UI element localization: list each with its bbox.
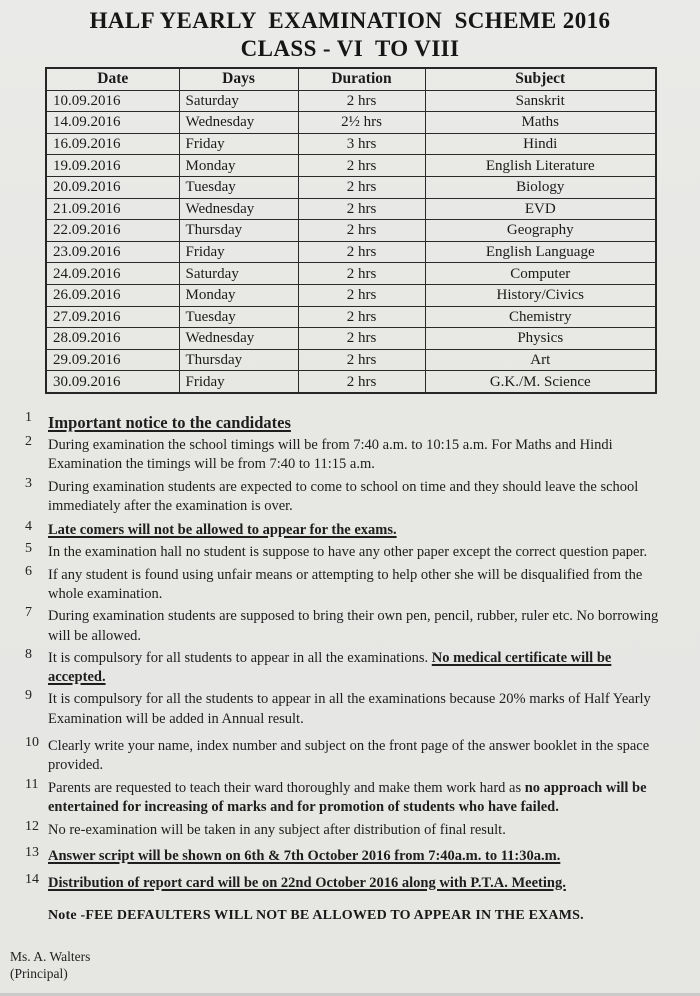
table-cell: Friday [179,241,298,263]
notices-list [25,409,685,893]
table-header-cell: Duration [298,68,425,90]
table-cell: 19.09.2016 [46,155,179,177]
notice-item [25,844,685,866]
table-cell: Wednesday [179,198,298,220]
notice-text-segment: No re-examination will be taken in any subject after distribution of final result. [48,822,506,839]
notice-item [25,475,685,517]
notice-text [48,521,662,540]
notice-item [25,521,685,540]
table-cell: 14.09.2016 [46,112,179,134]
table-cell: Physics [425,328,656,350]
note-line: Note -FEE DEFAULTERS WILL NOT BE ALLOWED TO APPEAR IN THE EXAMS. [48,908,584,924]
table-row [46,133,656,155]
table-row [46,284,656,306]
table-cell: 28.09.2016 [46,328,179,350]
table-cell: English Literature [425,155,656,177]
notice-number: 5 [25,541,32,557]
table-header-cell: Days [179,68,298,90]
notice-number: 10 [25,735,39,751]
table-cell: Friday [179,133,298,155]
table-row [46,112,656,134]
notice-item [25,646,685,688]
table-cell: English Language [425,241,656,263]
document-title: HALF YEARLY EXAMINATION SCHEME 2016 [89,8,611,33]
notice-item [25,821,685,840]
table-cell: Biology [425,176,656,198]
notice-number: 8 [25,646,32,662]
notice-item [25,409,685,433]
table-cell: 3 hrs [298,133,425,155]
notice-number: 1 [25,409,32,425]
notice-text-segment: Important notice to the candidates [48,412,291,432]
table-cell: 23.09.2016 [46,241,179,263]
table-cell: Saturday [179,263,298,285]
table-cell: Saturday [179,90,298,112]
notice-text-segment: Parents are requested to teach their ward thoroughly and make them work hard as [48,779,525,796]
table-cell: Monday [179,155,298,177]
signature-block [10,948,700,982]
table-cell: 2 hrs [298,284,425,306]
table-cell: 29.09.2016 [46,349,179,371]
table-cell: 26.09.2016 [46,284,179,306]
notice-number: 4 [25,519,32,535]
table-header-row [46,68,656,90]
table-cell: 20.09.2016 [46,176,179,198]
notice-text [48,566,662,605]
notice-number: 3 [25,475,32,491]
table-cell: Computer [425,263,656,285]
notice-text-segment: During examination students are expected to come to school on time and they should leave the school immediately after the examination is over. [48,478,639,514]
table-cell: Wednesday [179,328,298,350]
table-cell: Art [425,349,656,371]
notice-text [48,412,662,433]
notice-item [25,607,685,646]
notice-text-segment: No medical certificate will be accepted. [48,649,612,686]
table-row [46,263,656,285]
table-row [46,198,656,220]
table-cell: 27.09.2016 [46,306,179,328]
notice-number: 13 [25,844,39,860]
notice-number: 2 [25,433,32,449]
notice-item [25,563,685,605]
table-cell: 2 hrs [298,241,425,263]
notice-text [48,649,662,688]
table-cell: 22.09.2016 [46,220,179,242]
notice-item [25,871,685,893]
table-cell: 24.09.2016 [46,263,179,285]
table-cell: Friday [179,371,298,393]
notice-text [48,690,662,729]
table-cell: 2 hrs [298,176,425,198]
table-cell: Tuesday [179,306,298,328]
table-cell: 2 hrs [298,263,425,285]
document-subtitle: CLASS - VI TO VIII [240,36,460,61]
table-cell: Chemistry [425,306,656,328]
notice-text [48,779,662,818]
table-cell: EVD [425,198,656,220]
table-header-cell: Subject [425,68,656,90]
notice-text [48,821,662,840]
notice-text [48,607,662,646]
notice-item [25,543,685,562]
table-cell: Hindi [425,133,656,155]
notice-text-segment: It is compulsory for all the students to appear in all the examinations because 20% marks of Half Yearly Examination will be added in Annual result. [48,691,651,727]
notice-text-segment: Clearly write your name, index number and subject on the front page of the answer booklet in the space provided. [48,738,650,774]
notice-text-segment: During examination the school timings will be from 7:40 a.m. to 10:15 a.m. For Maths and Hindi Examination the timings will be from 7:40 to 11:15 a.m. [48,436,613,473]
table-cell: Monday [179,284,298,306]
notice-number: 7 [25,605,32,621]
table-row [46,328,656,350]
notice-text [48,847,662,866]
table-row [46,155,656,177]
table-row [46,220,656,242]
signature-name: Ms. A. Walters [10,949,91,965]
notice-text-segment: In the examination hall no student is suppose to have any other paper except the correct question paper. [48,544,648,561]
table-cell: 2 hrs [298,371,425,393]
table-cell: Wednesday [179,112,298,134]
notice-text-segment: Answer script will be shown on 6th & 7th October 2016 from 7:40a.m. to 11:30a.m. [48,847,561,864]
notice-text-segment: Late comers will not be allowed to appear for the exams. [48,522,397,539]
table-row [46,90,656,112]
notice-text-segment: During examination students are supposed to bring their own pen, pencil, rubber, ruler etc. No borrowing will be allowed. [48,608,659,644]
notice-item [25,737,685,776]
table-cell: Thursday [179,349,298,371]
table-cell: Sanskrit [425,90,656,112]
table-row [46,371,656,393]
table-cell: Geography [425,220,656,242]
notice-number: 11 [25,776,39,792]
notice-text-segment: If any student is found using unfair means or attempting to help other she will be disqualified from the whole examination. [48,566,643,602]
notice-text [48,737,662,776]
notice-text [48,543,662,562]
notice-number: 14 [25,871,39,887]
notice-text-segment: It is compulsory for all students to appear in all the examinations. [48,649,432,666]
notice-text-segment: no approach will be entertained for increasing of marks and for promotion of students who have failed. [48,779,647,815]
exam-schedule-table [45,67,657,394]
table-cell: 2 hrs [298,198,425,220]
table-cell: 2 hrs [298,349,425,371]
notice-text-segment: Distribution of report card will be on 22nd October 2016 along with P.T.A. Meeting. [48,874,566,891]
table-cell: 10.09.2016 [46,90,179,112]
table-cell: History/Civics [425,284,656,306]
table-cell: 2 hrs [298,220,425,242]
notice-text [48,874,662,893]
table-cell: Thursday [179,220,298,242]
table-row [46,176,656,198]
notice-text [48,436,662,475]
table-cell: G.K./M. Science [425,371,656,393]
signature-role: (Principal) [10,966,68,982]
table-row [46,306,656,328]
table-cell: 2 hrs [298,90,425,112]
notice-item [25,690,685,729]
notice-number: 9 [25,688,32,704]
table-row [46,241,656,263]
table-cell: 2 hrs [298,155,425,177]
table-cell: Tuesday [179,176,298,198]
table-cell: 2 hrs [298,306,425,328]
table-cell: Maths [425,112,656,134]
notice-number: 6 [25,563,32,579]
notice-text [48,478,662,517]
table-row [46,349,656,371]
table-header-cell: Date [46,68,179,90]
table-cell: 2 hrs [298,328,425,350]
table-cell: 2½ hrs [298,112,425,134]
notice-item [25,776,685,818]
table-cell: 30.09.2016 [46,371,179,393]
notice-number: 12 [25,819,39,835]
table-cell: 16.09.2016 [46,133,179,155]
notice-item [25,433,685,475]
table-cell: 21.09.2016 [46,198,179,220]
